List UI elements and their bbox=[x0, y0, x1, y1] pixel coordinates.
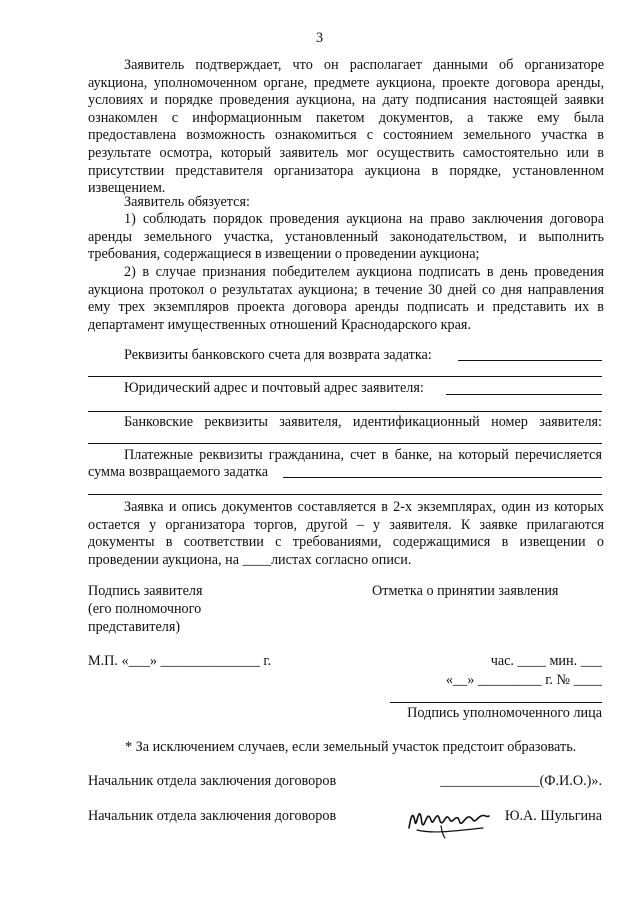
applicant-signature-line2: (его полномочного bbox=[88, 601, 202, 617]
legal-address-field[interactable] bbox=[446, 394, 602, 395]
refund-amount-field[interactable] bbox=[283, 477, 602, 478]
copies-paragraph: Заявка и опись документов составляется в 2-х экземплярах, один из которых остается у организатора торгов, другой – у заявителя. К заявке прилагаются документы в соответствии с требованиями, содержащимися в извещении о проведении аукциона, на ____листах согласно описи. bbox=[88, 499, 604, 568]
legal-address-line-2[interactable] bbox=[88, 411, 602, 412]
obligations-title: Заявитель обязуется: bbox=[124, 194, 250, 210]
head-fio-1: ______________(Ф.И.О.)». bbox=[440, 773, 602, 789]
applicant-signature-line3: представителя) bbox=[88, 619, 181, 635]
obligation-2: 2) в случае признания победителем аукциона подписать в день проведения аукциона протокол о результатах аукциона; в течение 30 дней со дня направления ему трех экземпляров проекта договора аренды подписать и представить их в департамент имущественных отношений Краснодарского края. bbox=[88, 264, 604, 333]
confirmation-paragraph: Заявитель подтверждает, что он располагает данными об организаторе аукциона, уполномоченном органе, предмете аукциона, проекте договора аренды, условиях и порядке проведения аукциона, на дату подписания настоящей заявки ознакомлен с информационным пакетом документов, а также ему была предоставлена возможность ознакомиться с состоянием земельного участка в результате осмотра, который заявитель мог осуществить самостоятельно или в присутствии представителя организатора аукциона в порядке, установленном извещением. bbox=[88, 57, 604, 197]
head-name-2: Ю.А. Шульгина bbox=[504, 808, 602, 824]
acceptance-mark: Отметка о принятии заявления bbox=[372, 583, 559, 599]
bank-details-line[interactable] bbox=[88, 443, 602, 444]
authorized-signature-field[interactable] bbox=[390, 702, 602, 703]
bank-refund-field[interactable] bbox=[458, 360, 602, 361]
bank-refund-line-2[interactable] bbox=[88, 376, 602, 377]
stamp-date-line: М.П. «___» ______________ г. bbox=[88, 653, 272, 669]
refund-amount-line-2[interactable] bbox=[88, 494, 602, 495]
applicant-signature-line1: Подпись заявителя bbox=[88, 583, 203, 599]
obligation-1: 1) соблюдать порядок проведения аукциона на право заключения договора аренды земельного участка, установленный законодательством, и выполнить требования, содержащиеся в извещении о проведении аукциона; bbox=[88, 211, 604, 263]
time-line: час. ____ мин. ___ bbox=[490, 653, 602, 669]
authorized-signature-label: Подпись уполномоченного лица bbox=[407, 705, 602, 721]
head-title-1: Начальник отдела заключения договоров bbox=[88, 773, 337, 789]
registration-date-line: «__» _________ г. № ____ bbox=[445, 672, 602, 688]
footnote: * За исключением случаев, если земельный участок предстоит образовать. bbox=[125, 739, 577, 755]
citizen-payment-label: Платежные реквизиты гражданина, счет в банке, на который перечисляется bbox=[124, 447, 602, 463]
bank-refund-label: Реквизиты банковского счета для возврата задатка: bbox=[124, 347, 432, 363]
head-title-2: Начальник отдела заключения договоров bbox=[88, 808, 337, 824]
refund-amount-label: сумма возвращаемого задатка bbox=[88, 464, 269, 480]
legal-address-label: Юридический адрес и почтовый адрес заявителя: bbox=[124, 380, 424, 396]
bank-details-label: Банковские реквизиты заявителя, идентификационный номер заявителя: bbox=[124, 414, 602, 430]
page-number: 3 bbox=[315, 30, 324, 46]
handwritten-signature bbox=[403, 798, 493, 840]
